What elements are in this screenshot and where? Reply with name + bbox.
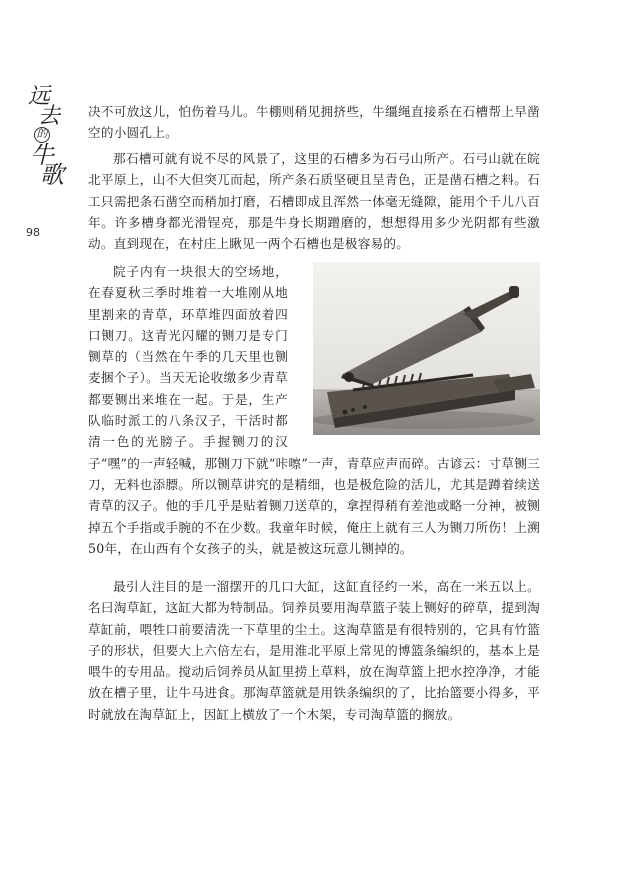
paragraph: 那石槽可就有说不尽的风景了，这里的石槽多为石弓山所产。石弓山就在皖北平原上，山不大但突兀而起，所产条石质坚硬且呈青色，正是凿石槽之料。石工只需把条石凿空而稍加打磨，石槽即成且浑然一体毫无缝隙，能用个千儿八百年。许多槽身都光滑锃亮，那是牛身长期蹭磨的，想想得用多少光阴都有些激动。直到现在，在村庄上瞅见一两个石槽也是极容易的。 <box>88 151 540 252</box>
book-title-char: 的 <box>34 127 50 143</box>
chaff-cutter-illustration <box>313 262 540 435</box>
paragraph-text: 院子内有一块很大的空场地，在春夏秋三季时堆着一大堆刚从地里割来的青草，环草堆四面放着四口铡刀。这青光闪耀的铡刀是专门铡草的（当然在午季的几天里也铡麦捆个子）。当天无论收缴多少青草都要铡出来堆在一起。于是，生产队临时派工的八条汉子，干活时都清一色的光膀子。手握铡刀的汉子“嘿”的一声轻喊，那铡刀下就“咔嚓”一声，青草应声而碎。古谚云：寸草铡三刀，无料也添膘。所以铡草讲究的是精细，也是极危险的活儿，尤其是蹲着续送青草的汉子。他的手几乎是贴着铡刀送草的，拿捏得稍有差池或略一分神，被铡掉五个手指或手腕的不在少数。我童年时候，俺庄上就有三人为铡刀所伤！上溯50年，在山西有个女孩子的头，就是被这玩意儿铡掉的。 <box>88 264 540 556</box>
book-title-char: 歌 <box>40 161 64 189</box>
page-number: 98 <box>26 226 40 239</box>
book-title <box>24 86 70 187</box>
chaff-cutter-photo <box>313 262 540 435</box>
book-title-char: 去 <box>38 104 61 129</box>
book-title-char: 牛 <box>30 141 54 169</box>
paragraph: 最引人注目的是一溜摆开的几口大缸，这缸直径约一米，高在一米五以上。名曰淘草缸，这缸大都为特制品。饲养员要用淘草篮子装上铡好的碎草，提到淘草缸前，喂牲口前要清洗一下草里的尘土。这淘草篮是有很特别的，它具有竹篮子的形状，但要大上六倍左右，是用淮北平原上常见的博篮条编织的，基本上是喂牛的专用品。搅动后饲养员从缸里捞上草料，放在淘草篮上把水控净净，才能放在槽子里，让牛马进食。那淘草篮就是用铁条编织的了，比抬篮要小得多，平时就放在淘草缸上，因缸上横放了一个木架，专司淘草篮的搁放。 <box>88 579 540 722</box>
book-title-char: 远 <box>28 84 51 109</box>
paragraph: 决不可放这儿，怕伤着马儿。牛棚则稍见拥挤些，牛缰绳直接系在石槽帮上早凿空的小圆孔上。 <box>88 104 540 141</box>
